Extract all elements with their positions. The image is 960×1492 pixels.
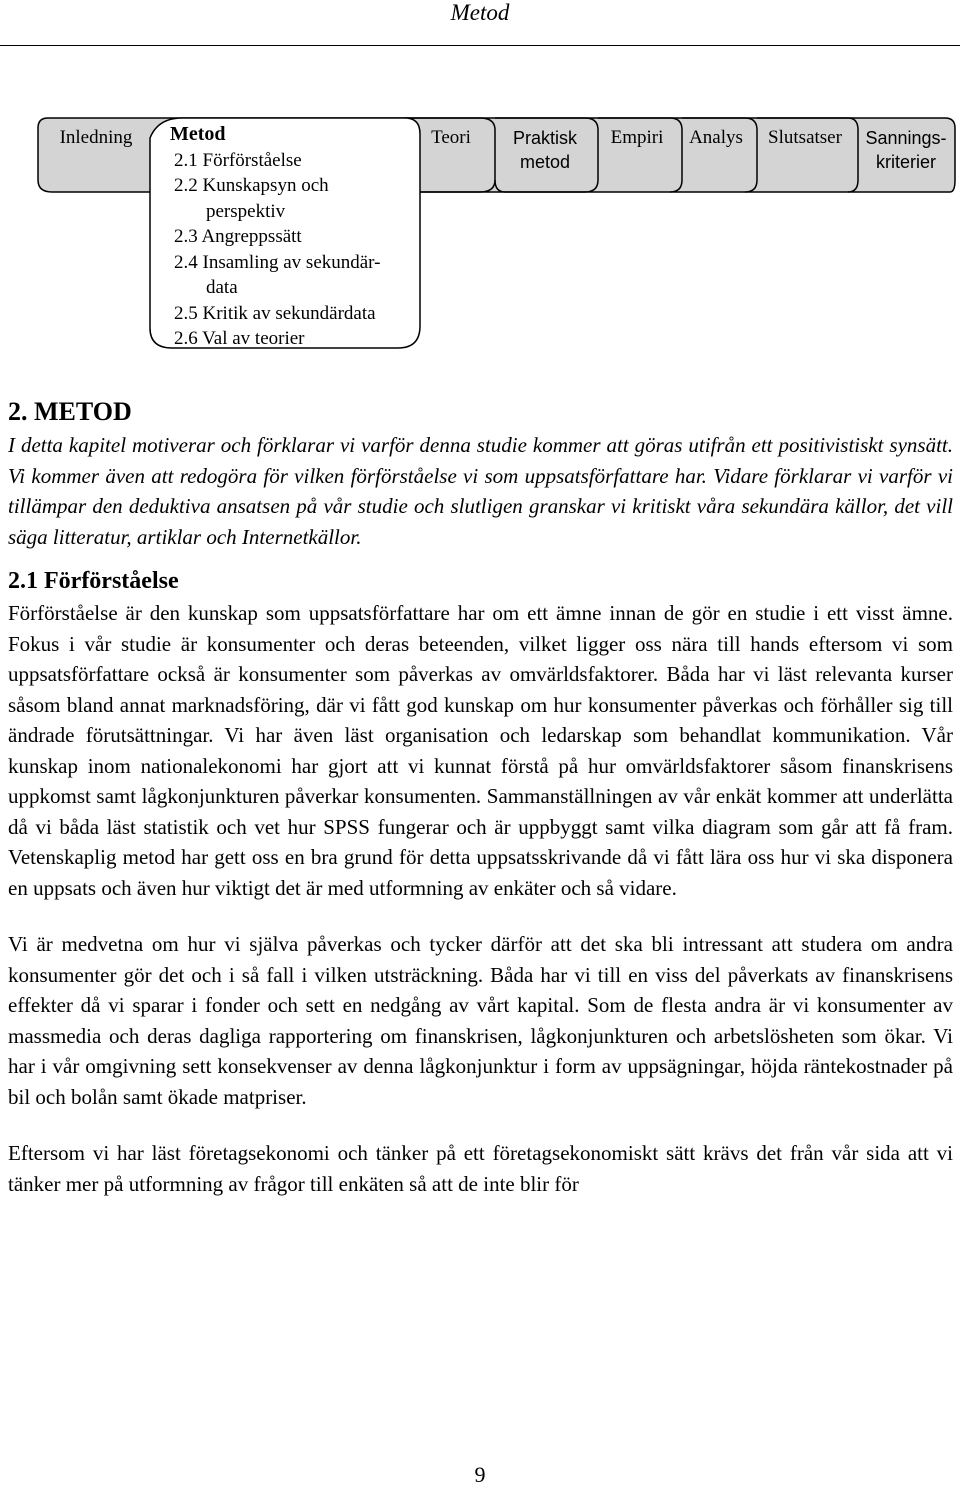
tab-praktisk-line1: Praktisk xyxy=(512,128,577,148)
section-heading: 2. METOD xyxy=(8,397,132,426)
header-divider xyxy=(0,45,960,46)
toc-item-2-2-cont[interactable]: perspektiv xyxy=(206,200,286,222)
toc-item-2-2[interactable]: 2.2 Kunskapsyn och xyxy=(174,175,329,196)
tab-analys[interactable]: Analys xyxy=(689,127,743,148)
subsection-heading: 2.1 Förförståelse xyxy=(8,568,179,594)
tab-sanningskriterier[interactable] xyxy=(858,126,954,174)
metod-toc-title[interactable]: Metod xyxy=(170,123,226,145)
toc-item-2-4-cont[interactable]: data xyxy=(206,277,238,298)
running-header: Metod xyxy=(450,0,510,25)
tab-praktisk-metod[interactable] xyxy=(497,126,593,174)
toc-item-2-6[interactable]: 2.6 Val av teorier xyxy=(174,328,305,349)
tab-empiri[interactable]: Empiri xyxy=(610,127,664,148)
tab-sannings-line2: kriterier xyxy=(875,152,936,172)
toc-item-2-1[interactable]: 2.1 Förförståelse xyxy=(174,149,302,171)
tab-inledning[interactable]: Inledning xyxy=(59,127,133,148)
main-content xyxy=(8,394,953,1199)
body-paragraph-1: Förförståelse är den kunskap som uppsatsförfattare har om ett ämne innan de gör en studie i ett visst ämne. Fokus i vår studie är konsumenter och deras beteenden, vilket ligger oss nära till hands eftersom vi som uppsatsförfattare också är konsumenter som påverkas av omvärldsfaktorer. Båda har vi läst relevanta kurser såsom bland annat marknadsföring, där vi fått god kunskap om hur konsumenter påverkas och förhåller sig till ändrade förutsättningar. Vi har även läst organisation och ledarskap som behandlat kommunikation. Vår kunskap inom nationalekonomi har gjort att vi kunnat förstå på hur omvärldsfaktorer såsom finanskrisens uppkomst samt lågkonjunkturen påverkar konsumenten. Sammanställningen av vår enkät kommer att underlätta då vi båda läst statistik och vet hur SPSS fungerar och är uppbyggt samt vilka diagram som går att få fram. Vetenskaplig metod har gett oss en bra grund för detta uppsatsskrivande då vi fått lära oss hur vi ska disponera en uppsats och även hur viktigt det är med utformning av enkäter och så vidare. xyxy=(8,601,953,900)
page-number: 9 xyxy=(474,1462,486,1487)
toc-item-2-4[interactable]: 2.4 Insamling av sekundär- xyxy=(174,251,381,273)
tab-teori[interactable]: Teori xyxy=(431,127,471,148)
body-paragraph-3: Eftersom vi har läst företagsekonomi och tänker på ett företagsekonomiskt sätt krävs det från vår sida att vi tänker mer på utformning av frågor till enkäten så att de inte blir för xyxy=(8,1141,953,1196)
metod-toc-box xyxy=(170,122,420,352)
tab-praktisk-line2: metod xyxy=(519,152,571,172)
tab-slutsatser[interactable]: Slutsatser xyxy=(768,127,842,148)
body-paragraph-2: Vi är medvetna om hur vi själva påverkas och tycker därför att det ska bli intressant att studera om andra konsumenter gör det och i så fall i vilken utsträckning. Båda har vi till en viss del påverkats av finanskrisens effekter då vi sparar i fonder och sett en nedgång av vårt kapital. Som de flesta andra är vi konsumenter av massmedia och deras dagliga rapportering om finanskrisen, lågkonjunkturen och arbetslösheten som ökar. Vi har i vår omgivning sett konsekvenser av denna lågkonjunktur i form av uppsägningar, höjda räntekostnader på bil och bolån samt ökade matpriser. xyxy=(8,932,953,1109)
toc-item-2-5[interactable]: 2.5 Kritik av sekundärdata xyxy=(174,302,376,324)
section-intro: I detta kapitel motiverar och förklarar vi varför denna studie kommer att göras utifrån ett positivistiskt synsätt. Vi kommer även att redogöra för vilken förförståelse vi som uppsatsförfattare har. Vidare förklarar vi varför vi tillämpar den deduktiva ansatsen på vår studie och slutligen granskar vi kritiskt våra sekundära källor, det vill säga litteratur, artiklar och Internetkällor. xyxy=(8,433,953,549)
tab-sannings-line1: Sannings- xyxy=(865,128,947,148)
toc-item-2-3[interactable]: 2.3 Angreppssätt xyxy=(174,226,302,247)
